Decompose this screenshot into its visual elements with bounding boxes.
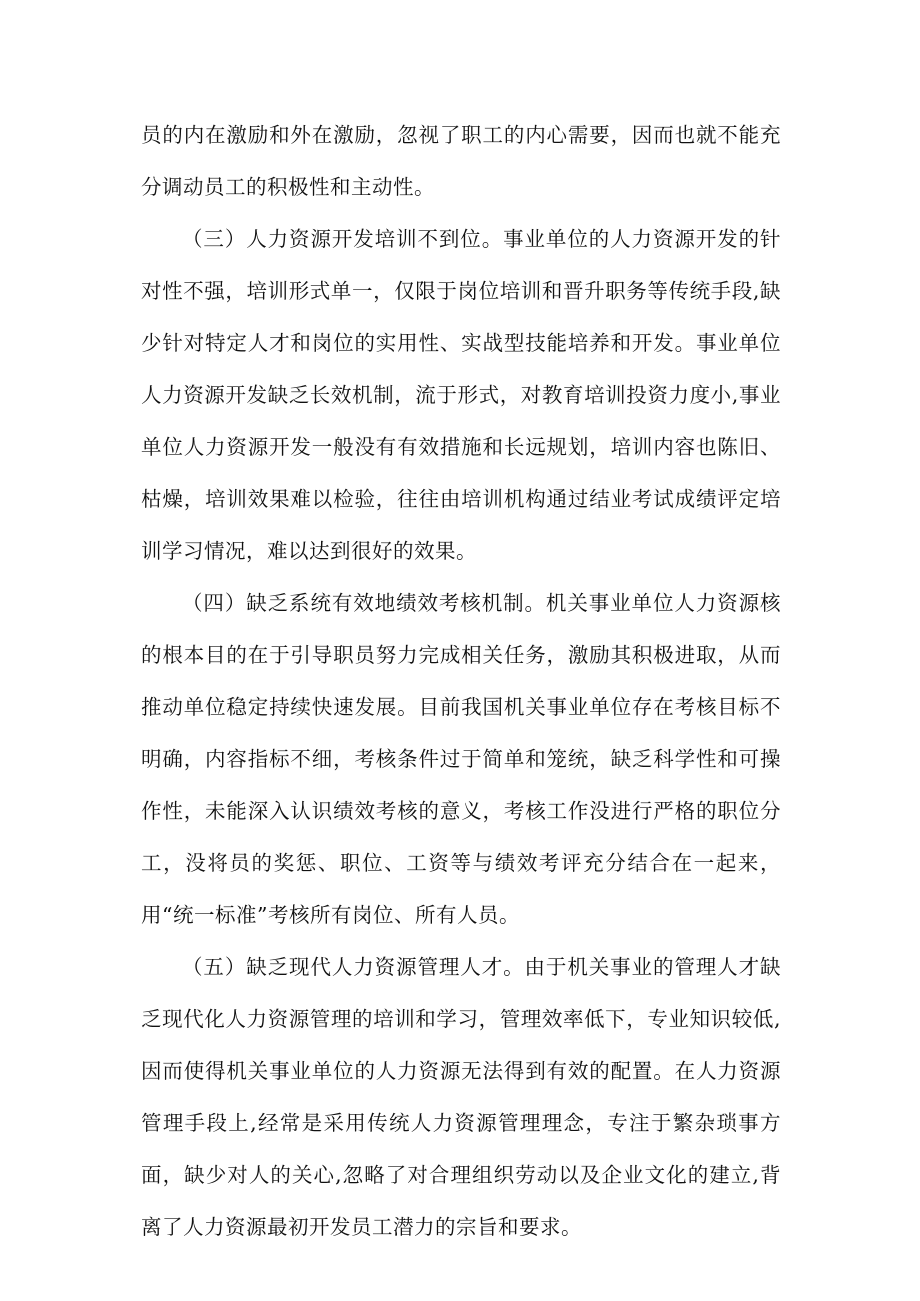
paragraph-section-3: （三）人力资源开发培训不到位。事业单位的人力资源开发的针对性不强，培训形式单一，仅限于岗位培训和晋升职务等传统手段,缺少针对特定人才和岗位的实用性、实战型技能培养和开发。事业单位人力资源开发缺乏长效机制，流于形式，对教育培训投资力度小,事业单位人力资源开发一般没有有效措施和长远规划，培训内容也陈旧、枯燥，培训效果难以检验，往往由培训机构通过结业考试成绩评定培训学习情况，难以达到很好的效果。 <box>141 227 781 563</box>
paragraph-continuation: 员的内在激励和外在激励，忽视了职工的内心需要，因而也就不能充分调动员工的积极性和主动性。 <box>141 123 781 199</box>
paragraph-section-4: （四）缺乏系统有效地绩效考核机制。机关事业单位人力资源核的根本目的在于引导职员努力完成相关任务，激励其积极进取，从而推动单位稳定持续快速发展。目前我国机关事业单位存在考核目标不明确，内容指标不细，考核条件过于简单和笼统，缺乏科学性和可操作性，未能深入认识绩效考核的意义，考核工作没进行严格的职位分工，没将员的奖惩、职位、工资等与绩效考评充分结合在一起来，用“统一标准”考核所有岗位、所有人员。 <box>141 591 781 927</box>
paragraph-section-5: （五）缺乏现代人力资源管理人才。由于机关事业的管理人才缺乏现代化人力资源管理的培训和学习，管理效率低下，专业知识较低,因而使得机关事业单位的人力资源无法得到有效的配置。在人力资源管理手段上,经常是采用传统人力资源管理理念，专注于繁杂琐事方面，缺少对人的关心,忽略了对合理组织劳动以及企业文化的建立,背离了人力资源最初开发员工潜力的宗旨和要求。 <box>141 955 781 1239</box>
document-body <box>141 109 781 1253</box>
